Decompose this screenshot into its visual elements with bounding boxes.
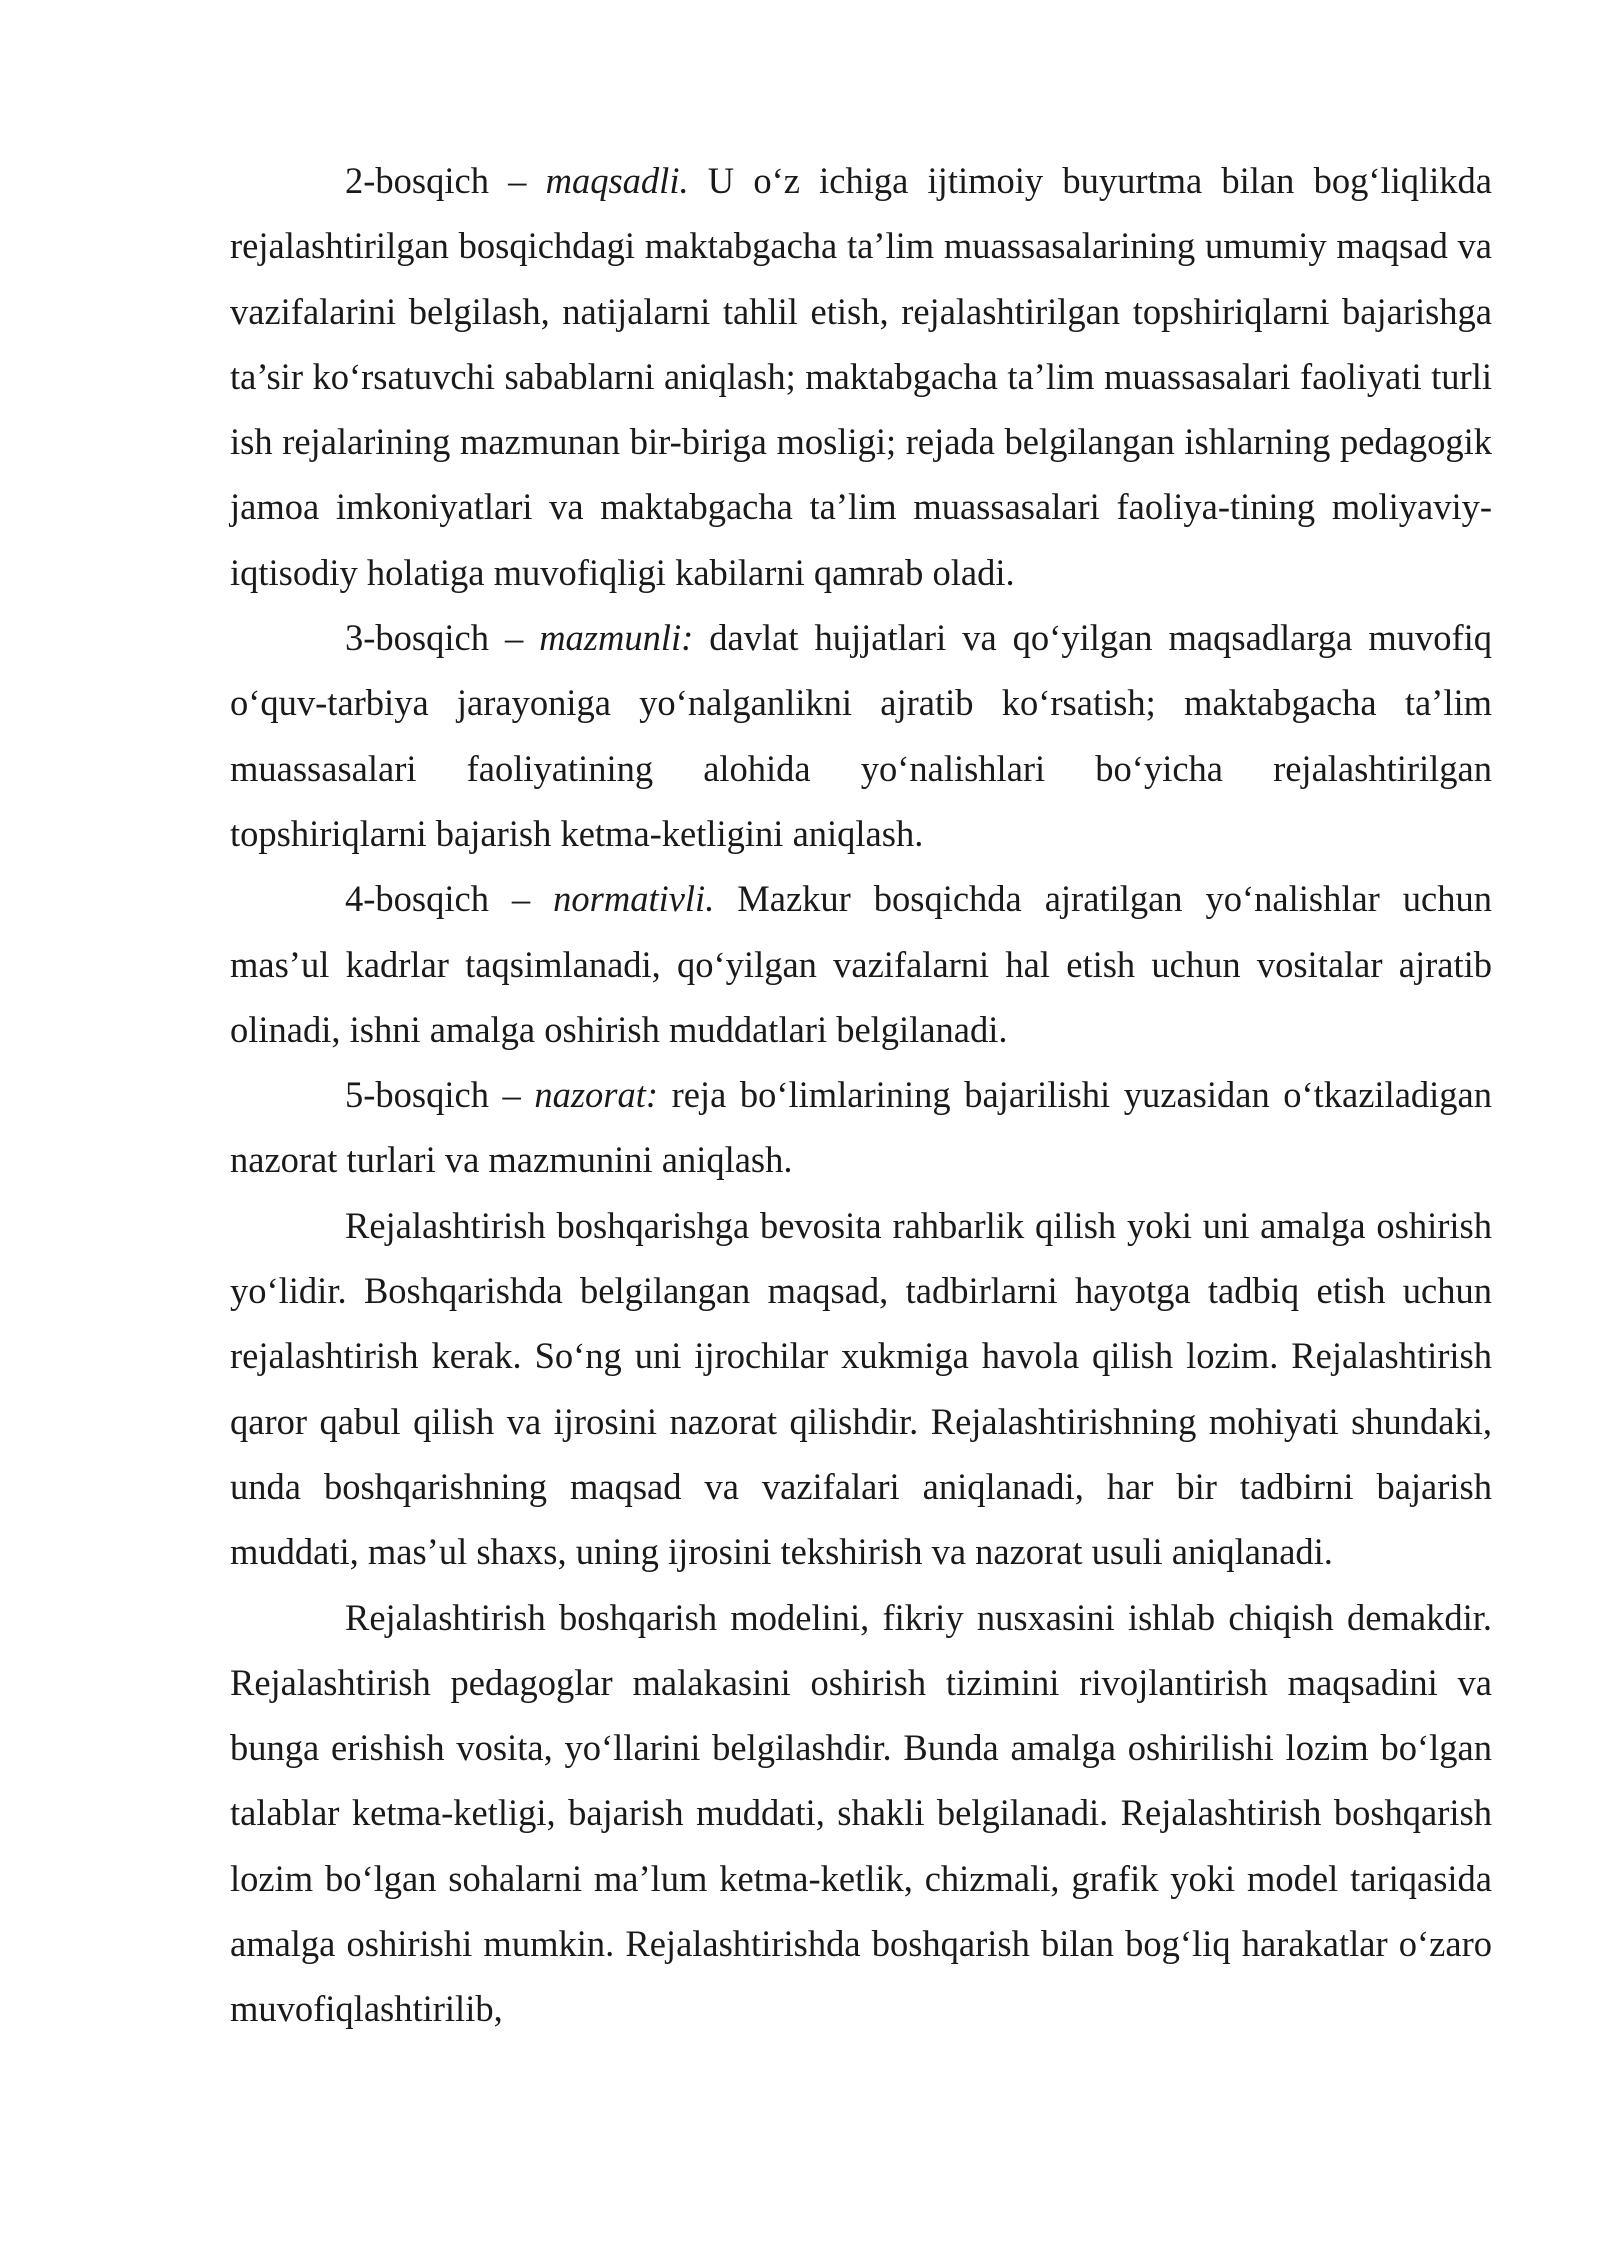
paragraph-stage-4 bbox=[230, 866, 1492, 1062]
paragraph-text: davlat hujjatlari va qo‘yilgan maqsadlarga muvofiq o‘quv-tarbiya jarayoniga yo‘nalganlikni ajratib ko‘rsatish; maktabgacha ta’lim muassasalari faoliyatining alohida yo‘nalishlari bo‘yicha rejalashtirilgan topshiriqlarni bajarish ketma-ketligini aniqlash. bbox=[230, 617, 1492, 854]
stage-label: 5-bosqich – bbox=[345, 1074, 535, 1116]
stage-type-italic: mazmunli: bbox=[539, 617, 694, 659]
paragraph-planning-model bbox=[230, 1585, 1492, 2042]
stage-type-italic: maqsadli. bbox=[545, 160, 689, 201]
paragraph-text: reja bo‘limlarining bajarilishi yuzasidan o‘tkaziladigan nazorat turlari va mazmunini aniqlash. bbox=[230, 1074, 1493, 1181]
paragraph-stage-5 bbox=[230, 1062, 1492, 1193]
paragraph-text: Mazkur bosqichda ajratilgan yo‘nalishlar uchun mas’ul kadrlar taqsimlanadi, qo‘yilgan vazifalarni hal etish uchun vositalar ajratib olinadi, ishni amalga oshirish muddatlari belgilanadi. bbox=[230, 878, 1492, 1050]
document-page bbox=[230, 148, 1492, 2042]
paragraph-text: Rejalashtirish boshqarishga bevosita rahbarlik qilish yoki uni amalga oshirish yo‘lidir. Boshqarishda belgilangan maqsad, tadbirlarni hayotga tadbiq etish uchun rejalashtirish kerak. So‘ng uni ijrochilar xukmiga havola qilish lozim. Rejalashtirish qaror qabul qilish va ijrosini nazorat qilishdir. Rejalashtirishning mohiyati shundaki, unda boshqarishning maqsad va vazifalari aniqlanadi, har bir tadbirni bajarish muddati, mas’ul shaxs, uning ijrosini tekshirish va nazorat usuli aniqlanadi. bbox=[230, 1204, 1492, 1573]
stage-type-italic: normativli. bbox=[553, 878, 715, 920]
stage-label: 4-bosqich – bbox=[345, 878, 554, 920]
stage-label: 2-bosqich – bbox=[345, 160, 546, 201]
paragraph-stage-2 bbox=[230, 148, 1492, 605]
paragraph-stage-3 bbox=[230, 605, 1492, 866]
stage-type-italic: nazorat: bbox=[534, 1074, 659, 1116]
paragraph-text: U o‘z ichiga ijtimoiy buyurtma bilan bog‘liqlikda rejalashtirilgan bosqichdagi maktabgacha ta’lim muassasalarining umumiy maqsad va vazifalarini belgilash, natijalarni tahlil etish, rejalashtirilgan topshiriqlarni bajarishga ta’sir ko‘rsatuvchi sabablarni aniqlash; maktabgacha ta’lim muassasalari faoliyati turli ish rejalarining mazmunan bir-biriga mosligi; rejada belgilangan ishlarning pedagogik jamoa imkoniyatlari va maktabgacha ta’lim muassasalari faoliya-tining moliyaviy-iqtisodiy holatiga muvofiqligi kabilarni qamrab oladi. bbox=[230, 160, 1493, 593]
paragraph-text: Rejalashtirish boshqarish modelini, fikriy nusxasini ishlab chiqish demakdir. Rejalashtirish pedagoglar malakasini oshirish tizimini rivojlantirish maqsadini va bunga erishish vosita, yo‘llarini belgilashdir. Bunda amalga oshirilishi lozim bo‘lgan talablar ketma-ketligi, bajarish muddati, shakli belgilanadi. Rejalashtirish boshqarish lozim bo‘lgan sohalarni ma’lum ketma-ketlik, chizmali, grafik yoki model tariqasida amalga oshirishi mumkin. Rejalashtirishda boshqarish bilan bog‘liq harakatlar o‘zaro muvofiqlashtirilib, bbox=[230, 1596, 1492, 2030]
paragraph-planning-definition bbox=[230, 1193, 1492, 1585]
stage-label: 3-bosqich – bbox=[345, 617, 540, 659]
